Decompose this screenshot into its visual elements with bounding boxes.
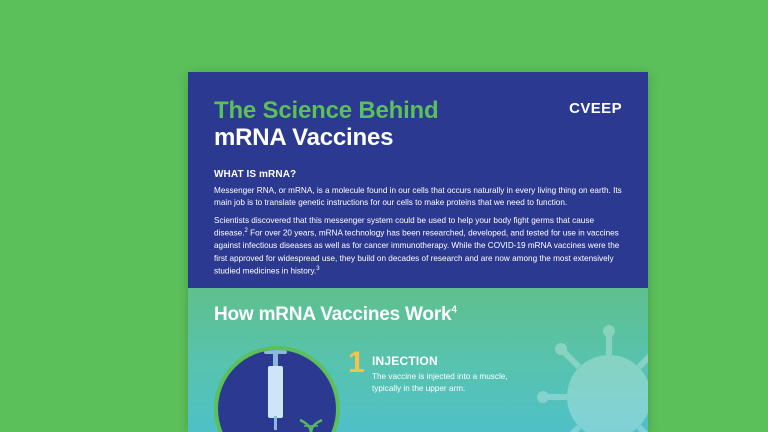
step-title: INJECTION [372,354,438,368]
injection-illustration [214,346,340,432]
step-item-1 [348,346,533,396]
section-heading-what-is-mrna: WHAT IS mRNA? [214,168,297,180]
syringe-body [268,366,283,418]
step-number: 1 [348,346,365,379]
lower-title-text: How mRNA Vaccines Work [214,304,452,325]
brand-logo: CVEEP [569,100,622,117]
paragraph-two-part1: Scientists discovered that this messenger system could be used to help your body fight germs that cause disease. [214,215,595,238]
paragraph-one: Messenger RNA, or mRNA, is a molecule found in our cells that occurs naturally in every living thing on earth. Its main job is to translate genetic instructions for our cells to make proteins that we need to function. [214,185,622,208]
footnote-marker-2: 2 [244,228,248,235]
step-description: The vaccine is injected into a muscle, typically in the upper arm. [372,372,508,394]
dna-helix-icon [296,418,326,432]
footnote-marker-3: 3 [316,266,320,273]
page-title-line2: mRNA Vaccines [214,123,394,151]
hero-panel [188,72,648,288]
virus-icon [534,322,648,432]
paragraph-two [214,215,622,279]
paragraph-two-part2: For over 20 years, mRNA technology has been researched, developed, and tested for use in vaccines against infectious diseases as well as for cancer immunotherapy. While the COVID-19 mRNA vaccines were the first approved for widespread use, they build on decades of research and are now among the most extensively studied medicines in history. [214,228,620,277]
infographic-sheet [188,72,648,432]
section-title-how-mrna-vaccines-work [214,304,648,326]
how-it-works-panel [188,288,648,432]
page-title-line1: The Science Behind [214,97,439,124]
syringe-needle [274,416,277,430]
footnote-marker-4: 4 [451,304,457,316]
